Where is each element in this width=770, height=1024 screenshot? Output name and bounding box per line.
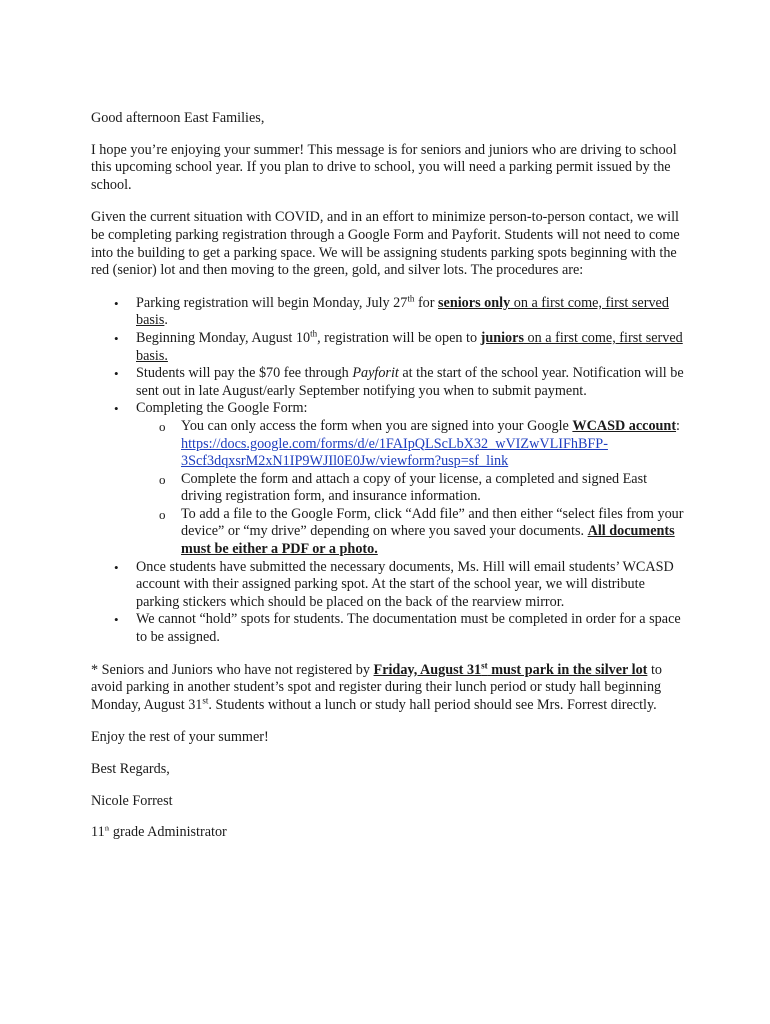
sub-item-access: o You can only access the form when you are signed into your Google WCASD account: https://docs.google.com/forms/d/e/1FAIpQLScLbX32_wVIZwVLIFhBFP-3Scf3dqxsrM2xN1IP9WJIl0E0Jw/viewform?usp=sf_link [181,418,690,471]
list-item-junior-registration: • Beginning Monday, August 10th, registration will be open to juniors on a first come, first served basis. [136,330,690,365]
regards-line: Best Regards, [91,761,170,777]
procedures-list [91,295,690,647]
greeting: Good afternoon East Families, [91,110,265,126]
sub-item-attach: o Complete the form and attach a copy of your license, a completed and signed East driving registration form, and insurance information. [181,471,690,506]
list-item-senior-registration: • Parking registration will begin Monday, July 27th for seniors only on a first come, first served basis. [136,295,690,330]
enjoy-line: Enjoy the rest of your summer! [91,729,269,746]
signature-title: 11th grade Administrator [91,824,227,841]
list-item-no-hold: • We cannot “hold” spots for students. The documentation must be completed in order for a space to be assigned. [136,611,690,646]
list-item-fee: • Students will pay the $70 fee through Payforit at the start of the school year. Notification will be sent out in late August/early September notifying you when to submit payment. [136,365,690,400]
signature-name: Nicole Forrest [91,792,173,809]
google-form-link[interactable]: https://docs.google.com/forms/d/e/1FAIpQLScLbX32_wVIZwVLIFhBFP-3Scf3dqxsrM2xN1IP9WJIl0E0Jw/viewform?usp=sf_link [181,435,608,470]
seniors-only-emphasis: seniors only [438,294,511,311]
sub-item-add-file: o To add a file to the Google Form, click “Add file” and then either “select files from your device” or “my drive” depending on where you saved your documents. All documents must be either a PDF or a photo. [181,506,690,559]
list-item-email-assignment: • Once students have submitted the necessary documents, Ms. Hill will email students’ WCASD account with their assigned parking spot. At the start of the school year, we will distribute parking stickers which should be placed on the back of the rearview mirror. [136,559,690,612]
wcasd-account-emphasis: WCASD account [572,417,677,434]
juniors-emphasis: juniors [480,329,524,346]
deadline-date: Friday, August 31st must park in the silver lot [373,659,648,678]
pdf-photo-emphasis: All documents must be either a PDF or a photo. [181,523,675,558]
google-form-steps [136,418,690,559]
procedures-paragraph: Given the current situation with COVID, and in an effort to minimize person-to-person contact, we will be completing parking registration through a Google Form and Payforit. Students will not need to come into the building to get a parking space. We will be assigning students parking spots beginning with the red (senior) lot and then moving to the green, gold, and silver lots. The procedures are: [91,209,680,279]
list-item-google-form: • Completing the Google Form: o You can only access the form when you are signed into your Google WCASD account: https://docs.google.com/forms/d/e/1FAIpQLScLbX32_wVIZwVLIFhBFP-3Scf3dqxsrM2xN1IP9WJIl0E0Jw/viewform?usp=sf_link o Complete the form and attach a copy of your license, a completed and signed East driving registration form, and insurance information. o To add a file to the Google Form, click “Add file” and then either “select files from your device” or “my drive” depending on where you saved your documents. All documents must be either a PDF or a photo. [136,400,690,558]
intro-paragraph: I hope you’re enjoying your summer! This message is for seniors and juniors who are driving to school this upcoming school year. If you plan to drive to school, you will need a parking permit issued by the school. [91,141,677,193]
deadline-note: * Seniors and Juniors who have not registered by Friday, August 31st must park in the silver lot to avoid parking in another student’s spot and register during their lunch period or study hall beginning Monday, August 31st. Students without a lunch or study hall period should see Mrs. Forrest directly. [91,659,662,713]
